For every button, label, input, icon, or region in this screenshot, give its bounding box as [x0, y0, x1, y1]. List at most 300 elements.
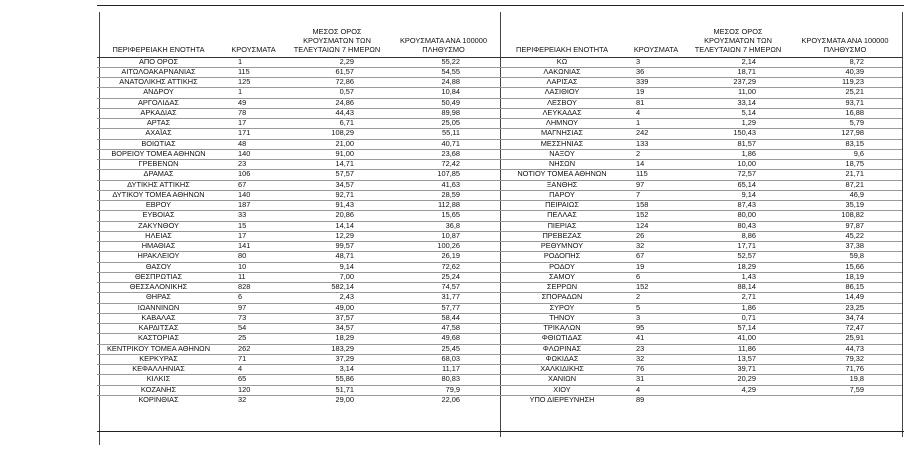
table-row: [500, 303, 902, 313]
per100k-cell: 7,59: [788, 385, 902, 395]
cases-cell: 65: [220, 375, 287, 385]
cases-cell: 11: [220, 272, 287, 282]
region-cell: ΑΙΤΩΛΟΑΚΑΡΝΑΝΙΑΣ: [97, 67, 220, 77]
table-row: [97, 160, 500, 170]
avg7-cell: 0,71: [688, 313, 788, 323]
region-cell: ΡΟΔΟΠΗΣ: [500, 252, 624, 262]
cases-cell: 828: [220, 283, 287, 293]
avg7-cell: 9,14: [287, 262, 387, 272]
table-row: [500, 119, 902, 129]
avg7-cell: 2,43: [287, 293, 387, 303]
cases-cell: 141: [220, 242, 287, 252]
region-cell: ΑΠΟ ΟΡΟΣ: [138, 57, 179, 66]
table-row: [500, 211, 902, 221]
per100k-cell: 80,83: [387, 375, 500, 385]
per100k-cell: 79,9: [387, 385, 500, 395]
cases-cell: 33: [220, 211, 287, 221]
table-row: [500, 324, 902, 334]
table-row: [500, 375, 902, 385]
avg7-cell: 29,00: [287, 395, 387, 405]
region-cell: ΚΕΦΑΛΛΗΝΙΑΣ: [97, 365, 220, 375]
per100k-cell: 16,88: [788, 108, 902, 118]
table-row: [97, 88, 500, 98]
table-row: [97, 262, 500, 272]
region-cell: ΚΑΡΔΙΤΣΑΣ: [97, 324, 220, 334]
cases-cell: 140: [220, 149, 287, 159]
header-cases: ΚΡΟΥΣΜΑΤΑ: [624, 19, 688, 57]
per100k-cell: 71,76: [788, 365, 902, 375]
avg7-cell: 37,29: [287, 354, 387, 364]
cases-cell: 48: [220, 139, 287, 149]
avg7-cell: 33,14: [688, 98, 788, 108]
avg7-cell: 72,86: [287, 78, 387, 88]
table-row: [500, 190, 902, 200]
table-row: [97, 139, 500, 149]
cases-cell: 97: [624, 180, 688, 190]
cases-cell: 80: [220, 252, 287, 262]
cases-cell: 1: [220, 88, 287, 98]
region-cell: ΣΠΟΡΑΔΩΝ: [500, 293, 624, 303]
table-row: [97, 272, 500, 282]
avg7-cell: 17,71: [688, 242, 788, 252]
cases-cell: 23: [220, 160, 287, 170]
region-cell: ΧΑΝΙΩΝ: [500, 375, 624, 385]
region-cell: ΘΕΣΠΡΩΤΙΑΣ: [97, 272, 220, 282]
avg7-cell: 0,57: [287, 88, 387, 98]
region-cell: ΠΕΛΛΑΣ: [500, 211, 624, 221]
avg7-cell: 18,71: [688, 67, 788, 77]
cases-cell: 49: [220, 98, 287, 108]
avg7-cell: 6,71: [287, 119, 387, 129]
avg7-cell: 183,29: [287, 344, 387, 354]
table-row: [97, 78, 500, 88]
per100k-cell: 55,11: [387, 129, 500, 139]
cases-cell: 140: [220, 190, 287, 200]
per100k-cell: 40,39: [788, 67, 902, 77]
region-cell: ΗΡΑΚΛΕΙΟΥ: [97, 252, 220, 262]
region-cell: ΘΕΣΣΑΛΟΝΙΚΗΣ: [97, 283, 220, 293]
table-row: [500, 139, 902, 149]
region-cell: ΓΡΕΒΕΝΩΝ: [97, 160, 220, 170]
per100k-cell: 22,06: [387, 395, 500, 405]
region-cell: ΘΗΡΑΣ: [97, 293, 220, 303]
header-cases: ΚΡΟΥΣΜΑΤΑ: [220, 19, 287, 57]
bottom-rule: [97, 431, 904, 432]
cases-cell: 2: [624, 149, 688, 159]
header-avg7: ΜΕΣΟΣ ΟΡΟΣ ΚΡΟΥΣΜΑΤΩΝ ΤΩΝ ΤΕΛΕΥΤΑΙΩΝ 7 ΗΜΕΡΩΝ: [287, 19, 387, 57]
avg7-cell: 87,43: [688, 201, 788, 211]
table-row: [97, 293, 500, 303]
region-cell: ΙΩΑΝΝΙΝΩΝ: [97, 303, 220, 313]
avg7-cell: 2,71: [688, 293, 788, 303]
header-avg7: ΜΕΣΟΣ ΟΡΟΣ ΚΡΟΥΣΜΑΤΩΝ ΤΩΝ ΤΕΛΕΥΤΑΙΩΝ 7 ΗΜΕΡΩΝ: [688, 19, 788, 57]
cases-cell: 14: [624, 160, 688, 170]
region-cell: ΣΥΡΟΥ: [500, 303, 624, 313]
avg7-cell: 20,29: [688, 375, 788, 385]
header-region: ΠΕΡΙΦΕΡΕΙΑΚΗ ΕΝΟΤΗΤΑ: [500, 19, 624, 57]
per100k-cell: 14,49: [788, 293, 902, 303]
region-cell: ΣΕΡΡΩΝ: [500, 283, 624, 293]
avg7-cell: 65,14: [688, 180, 788, 190]
cases-cell: 32: [624, 242, 688, 252]
region-cell: ΚΑΣΤΟΡΙΑΣ: [97, 334, 220, 344]
table-row: [500, 365, 902, 375]
region-cell: ΧΙΟΥ: [500, 385, 624, 395]
avg7-cell: 108,29: [287, 129, 387, 139]
avg7-cell: 80,43: [688, 221, 788, 231]
per100k-cell: 107,85: [387, 170, 500, 180]
avg7-cell: 51,71: [287, 385, 387, 395]
region-cell: ΝΗΣΩΝ: [500, 160, 624, 170]
per100k-cell: 37,38: [788, 242, 902, 252]
table-row: [97, 190, 500, 200]
table-row: [97, 324, 500, 334]
table-row: [97, 365, 500, 375]
region-cell: ΦΩΚΙΔΑΣ: [500, 354, 624, 364]
region-cell: ΚΟΡΙΝΘΙΑΣ: [97, 395, 220, 405]
table-row: [500, 242, 902, 252]
avg7-cell: 14,14: [287, 221, 387, 231]
cases-cell: 76: [624, 365, 688, 375]
table-row: [500, 395, 902, 405]
cases-cell: 1: [238, 57, 243, 66]
region-cell: ΑΡΤΑΣ: [97, 119, 220, 129]
cases-cell: 262: [220, 344, 287, 354]
avg7-cell: 1,43: [688, 272, 788, 282]
table-row: [97, 221, 500, 231]
avg7-cell: 61,57: [287, 67, 387, 77]
region-cell: ΛΕΣΒΟΥ: [500, 98, 624, 108]
table-row: [97, 395, 500, 405]
per100k-cell: 40,71: [387, 139, 500, 149]
region-cell: ΜΑΓΝΗΣΙΑΣ: [500, 129, 624, 139]
table-row: [500, 385, 902, 395]
table-row: [500, 129, 902, 139]
cases-cell: 242: [624, 129, 688, 139]
region-cell: ΛΑΡΙΣΑΣ: [500, 78, 624, 88]
table-row: [97, 242, 500, 252]
cases-cell: 4: [624, 108, 688, 118]
table-row: [500, 221, 902, 231]
region-cell: ΑΝΑΤΟΛΙΚΗΣ ΑΤΤΙΚΗΣ: [97, 78, 220, 88]
per100k-cell: 23,25: [788, 303, 902, 313]
cases-cell: 5: [624, 303, 688, 313]
avg7-cell: 80,00: [688, 211, 788, 221]
avg7-cell: [688, 395, 788, 405]
cases-cell: 78: [220, 108, 287, 118]
table-row: [97, 201, 500, 211]
per100k-cell: 45,22: [788, 231, 902, 241]
per100k-cell: 18,19: [788, 272, 902, 282]
cases-cell: 67: [220, 180, 287, 190]
header-region: ΠΕΡΙΦΕΡΕΙΑΚΗ ΕΝΟΤΗΤΑ: [97, 19, 220, 57]
cases-cell: 17: [220, 231, 287, 241]
region-cell: ΚΟΖΑΝΗΣ: [97, 385, 220, 395]
per100k-cell: 35,19: [788, 201, 902, 211]
per100k-cell: 15,66: [788, 262, 902, 272]
avg7-cell: 8,86: [688, 231, 788, 241]
cases-cell: 115: [220, 67, 287, 77]
avg7-cell: 13,57: [688, 354, 788, 364]
cases-cell: 133: [624, 139, 688, 149]
avg7-cell: 18,29: [688, 262, 788, 272]
cases-cell: 97: [220, 303, 287, 313]
per100k-cell: 100,26: [387, 242, 500, 252]
per100k-cell: 26,19: [387, 252, 500, 262]
avg7-cell: 11,00: [688, 88, 788, 98]
region-cell: ΖΑΚΥΝΘΟΥ: [97, 221, 220, 231]
avg7-cell: 7,00: [287, 272, 387, 282]
cases-cell: 17: [220, 119, 287, 129]
avg7-cell: 20,86: [287, 211, 387, 221]
avg7-cell: 99,57: [287, 242, 387, 252]
per100k-cell: 41,63: [387, 180, 500, 190]
per100k-cell: 127,98: [788, 129, 902, 139]
cases-cell: 23: [624, 344, 688, 354]
avg7-cell: 52,57: [688, 252, 788, 262]
per100k-cell: 87,21: [788, 180, 902, 190]
header-per100k: ΚΡΟΥΣΜΑΤΑ ΑΝΑ 100000 ΠΛΗΘΥΣΜΟ: [788, 19, 902, 57]
left-cases-table: [97, 19, 500, 406]
region-cell: ΑΝΔΡΟΥ: [97, 88, 220, 98]
per100k-cell: 28,59: [387, 190, 500, 200]
region-cell: ΞΑΝΘΗΣ: [500, 180, 624, 190]
per100k-cell: 19,8: [788, 375, 902, 385]
region-cell: ΠΙΕΡΙΑΣ: [500, 221, 624, 231]
cases-cell: 10: [220, 262, 287, 272]
cases-cell: 115: [624, 170, 688, 180]
cases-cell: 32: [220, 395, 287, 405]
table-row: [500, 160, 902, 170]
avg7-cell: 44,43: [287, 108, 387, 118]
per100k-cell: 25,45: [387, 344, 500, 354]
cases-cell: 6: [624, 272, 688, 282]
table-row: [500, 98, 902, 108]
avg7-cell: 24,86: [287, 98, 387, 108]
region-cell: ΠΡΕΒΕΖΑΣ: [500, 231, 624, 241]
region-cell: ΑΧΑΪΑΣ: [97, 129, 220, 139]
table-row: [97, 108, 500, 118]
cases-cell: 15: [220, 221, 287, 231]
per100k-cell: 31,77: [387, 293, 500, 303]
top-rule: [97, 5, 904, 6]
table-row: [97, 180, 500, 190]
avg7-cell: 48,71: [287, 252, 387, 262]
cases-cell: 3: [624, 313, 688, 323]
per100k-cell: 25,21: [788, 88, 902, 98]
cases-cell: 152: [624, 283, 688, 293]
right-cases-table: [500, 19, 902, 406]
cases-cell: 71: [220, 354, 287, 364]
table-row: [97, 375, 500, 385]
table-row: [500, 272, 902, 282]
avg7-cell: 91,43: [287, 201, 387, 211]
avg7-cell: 81,57: [688, 139, 788, 149]
region-cell: ΛΕΥΚΑΔΑΣ: [500, 108, 624, 118]
region-cell: ΠΕΙΡΑΙΩΣ: [500, 201, 624, 211]
cases-cell: 19: [624, 88, 688, 98]
cases-cell: 171: [220, 129, 287, 139]
cases-cell: 106: [220, 170, 287, 180]
table-row: [97, 303, 500, 313]
region-cell: ΘΑΣΟΥ: [97, 262, 220, 272]
per100k-cell: 55,22: [441, 57, 460, 66]
avg7-cell: 39,71: [688, 365, 788, 375]
region-cell: ΥΠΟ ΔΙΕΡΕΥΝΗΣΗ: [500, 395, 624, 405]
table-row: [500, 262, 902, 272]
cases-cell: 31: [624, 375, 688, 385]
avg7-cell: 34,57: [287, 324, 387, 334]
region-cell: ΡΟΔΟΥ: [500, 262, 624, 272]
region-cell: ΣΑΜΟΥ: [500, 272, 624, 282]
per100k-cell: 25,05: [387, 119, 500, 129]
avg7-cell: 18,29: [287, 334, 387, 344]
avg7-cell: 34,57: [287, 180, 387, 190]
region-cell: ΛΑΚΩΝΙΑΣ: [500, 67, 624, 77]
per100k-cell: 89,98: [387, 108, 500, 118]
region-cell: ΕΥΒΟΙΑΣ: [97, 211, 220, 221]
region-cell: ΒΟΡΕΙΟΥ ΤΟΜΕΑ ΑΘΗΝΩΝ: [97, 149, 220, 159]
avg7-cell: 2,29: [339, 57, 354, 66]
per100k-cell: 112,88: [387, 201, 500, 211]
table-row: [97, 385, 500, 395]
cases-cell: 41: [624, 334, 688, 344]
per100k-cell: 59,8: [788, 252, 902, 262]
region-cell: ΤΡΙΚΑΛΩΝ: [500, 324, 624, 334]
table-row: [97, 354, 500, 364]
table-row: [500, 313, 902, 323]
right-table-body: [500, 57, 902, 406]
avg7-cell: 4,29: [688, 385, 788, 395]
per100k-cell: 34,74: [788, 313, 902, 323]
table-row: [500, 334, 902, 344]
table-row: [500, 344, 902, 354]
avg7-cell: 21,00: [287, 139, 387, 149]
table-row: [97, 344, 500, 354]
avg7-cell: 582,14: [287, 283, 387, 293]
table-row: [97, 252, 500, 262]
region-cell: ΚΩ: [556, 57, 568, 66]
cases-cell: 152: [624, 211, 688, 221]
table-row: [500, 283, 902, 293]
region-cell: ΔΡΑΜΑΣ: [97, 170, 220, 180]
region-cell: ΗΛΕΙΑΣ: [97, 231, 220, 241]
region-cell: ΚΙΛΚΙΣ: [97, 375, 220, 385]
per100k-cell: 86,15: [788, 283, 902, 293]
cases-cell: 7: [624, 190, 688, 200]
per100k-cell: 10,87: [387, 231, 500, 241]
header-per100k: ΚΡΟΥΣΜΑΤΑ ΑΝΑ 100000 ΠΛΗΘΥΣΜΟ: [387, 19, 500, 57]
table-row: [97, 170, 500, 180]
table-row: [500, 252, 902, 262]
per100k-cell: 5,79: [788, 119, 902, 129]
region-cell: ΝΟΤΙΟΥ ΤΟΜΕΑ ΑΘΗΝΩΝ: [500, 170, 624, 180]
cases-table-document: [97, 5, 904, 452]
per100k-cell: 108,82: [788, 211, 902, 221]
avg7-cell: 150,43: [688, 129, 788, 139]
cases-cell: 4: [624, 385, 688, 395]
table-row: [500, 108, 902, 118]
table-row: [500, 180, 902, 190]
per100k-cell: 72,42: [387, 160, 500, 170]
region-cell: ΛΑΣΙΘΙΟΥ: [500, 88, 624, 98]
avg7-cell: 57,14: [688, 324, 788, 334]
region-cell: ΚΕΡΚΥΡΑΣ: [97, 354, 220, 364]
per100k-cell: 49,68: [387, 334, 500, 344]
cases-cell: 124: [624, 221, 688, 231]
table-row: [97, 57, 500, 67]
table-row: [97, 119, 500, 129]
region-cell: ΦΛΩΡΙΝΑΣ: [500, 344, 624, 354]
left-table-body: [97, 57, 500, 406]
per100k-cell: 47,58: [387, 324, 500, 334]
cases-cell: 158: [624, 201, 688, 211]
cases-cell: 339: [624, 78, 688, 88]
avg7-cell: 10,00: [688, 160, 788, 170]
cases-cell: 54: [220, 324, 287, 334]
per100k-cell: 36,8: [387, 221, 500, 231]
avg7-cell: 9,14: [688, 190, 788, 200]
avg7-cell: 12,29: [287, 231, 387, 241]
cases-cell: 2: [624, 293, 688, 303]
per100k-cell: 72,47: [788, 324, 902, 334]
per100k-cell: 15,65: [387, 211, 500, 221]
table-row: [500, 201, 902, 211]
table-row: [97, 129, 500, 139]
cases-cell: 120: [220, 385, 287, 395]
per100k-cell: 83,15: [788, 139, 902, 149]
per100k-cell: 72,62: [387, 262, 500, 272]
per100k-cell: 24,88: [387, 78, 500, 88]
avg7-cell: 88,14: [688, 283, 788, 293]
per100k-cell: 44,73: [788, 344, 902, 354]
table-row: [500, 78, 902, 88]
table-row: [97, 67, 500, 77]
cases-cell: 81: [624, 98, 688, 108]
table-row: [97, 98, 500, 108]
table-row: [500, 293, 902, 303]
table-row: [97, 283, 500, 293]
per100k-cell: 11,17: [387, 365, 500, 375]
per100k-cell: 25,24: [387, 272, 500, 282]
table-row: [97, 231, 500, 241]
table-row: [97, 313, 500, 323]
avg7-cell: 1,86: [688, 303, 788, 313]
cases-cell: 3: [636, 57, 641, 66]
left-header-row: [97, 19, 500, 57]
table-row: [500, 67, 902, 77]
cases-cell: 125: [220, 78, 287, 88]
avg7-cell: 2,14: [741, 57, 756, 66]
table-row: [97, 211, 500, 221]
per100k-cell: 74,57: [387, 283, 500, 293]
per100k-cell: 54,55: [387, 67, 500, 77]
cases-cell: 25: [220, 334, 287, 344]
table-row: [500, 88, 902, 98]
cases-cell: 95: [624, 324, 688, 334]
avg7-cell: 14,71: [287, 160, 387, 170]
table-row: [500, 57, 902, 67]
cases-cell: 4: [220, 365, 287, 375]
region-cell: ΔΥΤΙΚΗΣ ΑΤΤΙΚΗΣ: [97, 180, 220, 190]
table-row: [500, 149, 902, 159]
table-row: [500, 170, 902, 180]
per100k-cell: 79,32: [788, 354, 902, 364]
avg7-cell: 92,71: [287, 190, 387, 200]
table-row: [97, 334, 500, 344]
avg7-cell: 41,00: [688, 334, 788, 344]
per100k-cell: 97,87: [788, 221, 902, 231]
